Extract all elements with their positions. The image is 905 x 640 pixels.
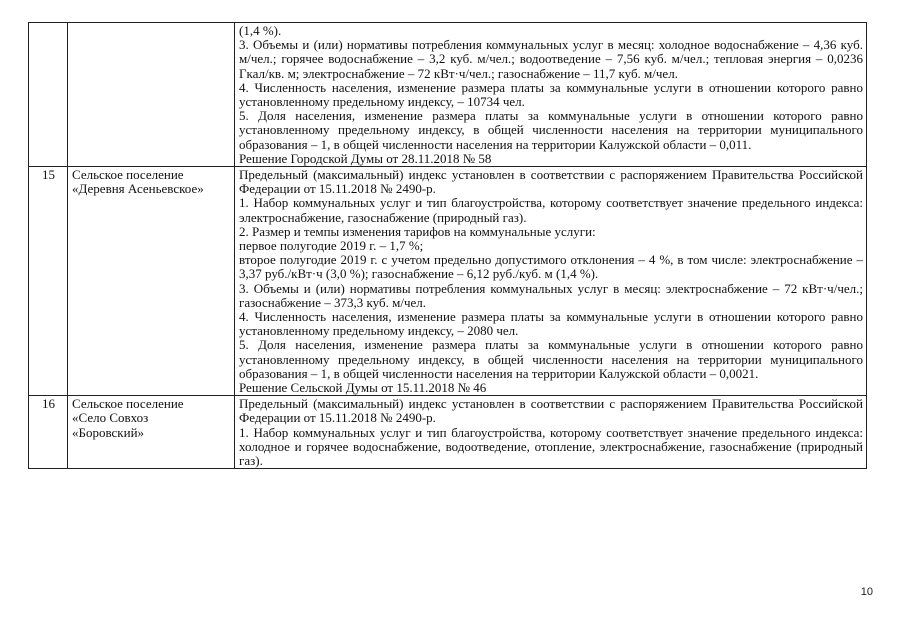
description-paragraph: Предельный (максимальный) индекс установлен в соответствии с распоряжением Правительства Российской Федерации от 15.11.2018 № 2490-р. (239, 167, 863, 197)
table-row (29, 396, 867, 469)
description-paragraph: 4. Численность населения, изменение размера платы за коммунальные услуги в отношении которого равно установленному предельному индексу, – 2080 чел. (239, 309, 863, 339)
description-paragraph: Предельный (максимальный) индекс установлен в соответствии с распоряжением Правительства Российской Федерации от 15.11.2018 № 2490-р. (239, 396, 863, 426)
settlement-name (68, 396, 235, 469)
tariff-table (28, 22, 867, 469)
settlement-name-line: «Деревня Асеньевское» (72, 181, 204, 197)
index-description (235, 167, 867, 396)
settlement-name (68, 167, 235, 396)
description-paragraph: 5. Доля населения, изменение размера платы за коммунальные услуги в отношении которого равно установленному предельному индексу, в общей численности населения на территории муниципального образования – 1, в общей численности населения на территории Калужской области – 0,011. (239, 108, 863, 152)
description-paragraph: Решение Сельской Думы от 15.11.2018 № 46 (239, 380, 487, 396)
settlement-name (68, 23, 235, 167)
description-paragraph: 1. Набор коммунальных услуг и тип благоустройства, которому соответствует значение предельного индекса: холодное и горячее водоснабжение, водоотведение, отопление, электроснабжение, газоснабжение (природный газ). (239, 424, 863, 469)
settlement-name-line: Сельское поселение (72, 167, 184, 183)
description-paragraph: Решение Городской Думы от 28.11.2018 № 58 (239, 150, 492, 166)
row-number: 15 (29, 167, 68, 396)
row-number (29, 23, 68, 167)
description-paragraph: 4. Численность населения, изменение размера платы за коммунальные услуги в отношении которого равно установленному предельному индексу, – 10734 чел. (239, 79, 863, 110)
description-paragraph: первое полугодие 2019 г. – 1,7 %; (239, 238, 424, 254)
page-number: 10 (860, 586, 873, 598)
settlement-name-line: Сельское поселение (72, 396, 184, 412)
description-paragraph: второе полугодие 2019 г. с учетом предельно допустимого отклонения – 4 %, в том числе: электроснабжение – 3,37 руб./кВт·ч (3,0 %); газоснабжение – 6,12 руб./куб. м (1,4 %). (239, 252, 863, 282)
settlement-name-line: «Село Совхоз (72, 410, 149, 426)
table-row (29, 23, 867, 167)
index-description (235, 23, 867, 167)
settlement-name-line: «Боровский» (72, 424, 145, 440)
description-paragraph: (1,4 %). (239, 23, 282, 38)
description-paragraph: 2. Размер и темпы изменения тарифов на коммунальные услуги: (239, 223, 596, 239)
index-description (235, 396, 867, 469)
description-paragraph: 3. Объемы и (или) нормативы потребления коммунальных услуг в месяц: холодное водоснабжение – 4,36 куб. м/чел.; горячее водоснабжение – 3,2 куб. м/чел.; водоотведение – 7,56 куб. м/чел.; тепловая энергия – 0,0236 Гкал/кв. м; электроснабжение – 72 кВт·ч/чел.; газоснабжение – 11,7 куб. м/чел. (239, 37, 863, 81)
description-paragraph: 5. Доля населения, изменение размера платы за коммунальные услуги в отношении которого равно установленному предельному индексу, в общей численности населения на территории муниципального образования – 1, в общей численности населения на территории Калужской области – 0,0021. (239, 337, 863, 381)
description-paragraph: 3. Объемы и (или) нормативы потребления коммунальных услуг в месяц: электроснабжение – 72 кВт·ч/чел.; газоснабжение – 373,3 куб. м/чел. (239, 280, 863, 310)
table-row (29, 167, 867, 396)
description-paragraph: 1. Набор коммунальных услуг и тип благоустройства, которому соответствует значение предельного индекса: электроснабжение, газоснабжение (природный газ). (239, 195, 863, 225)
row-number: 16 (29, 396, 68, 469)
